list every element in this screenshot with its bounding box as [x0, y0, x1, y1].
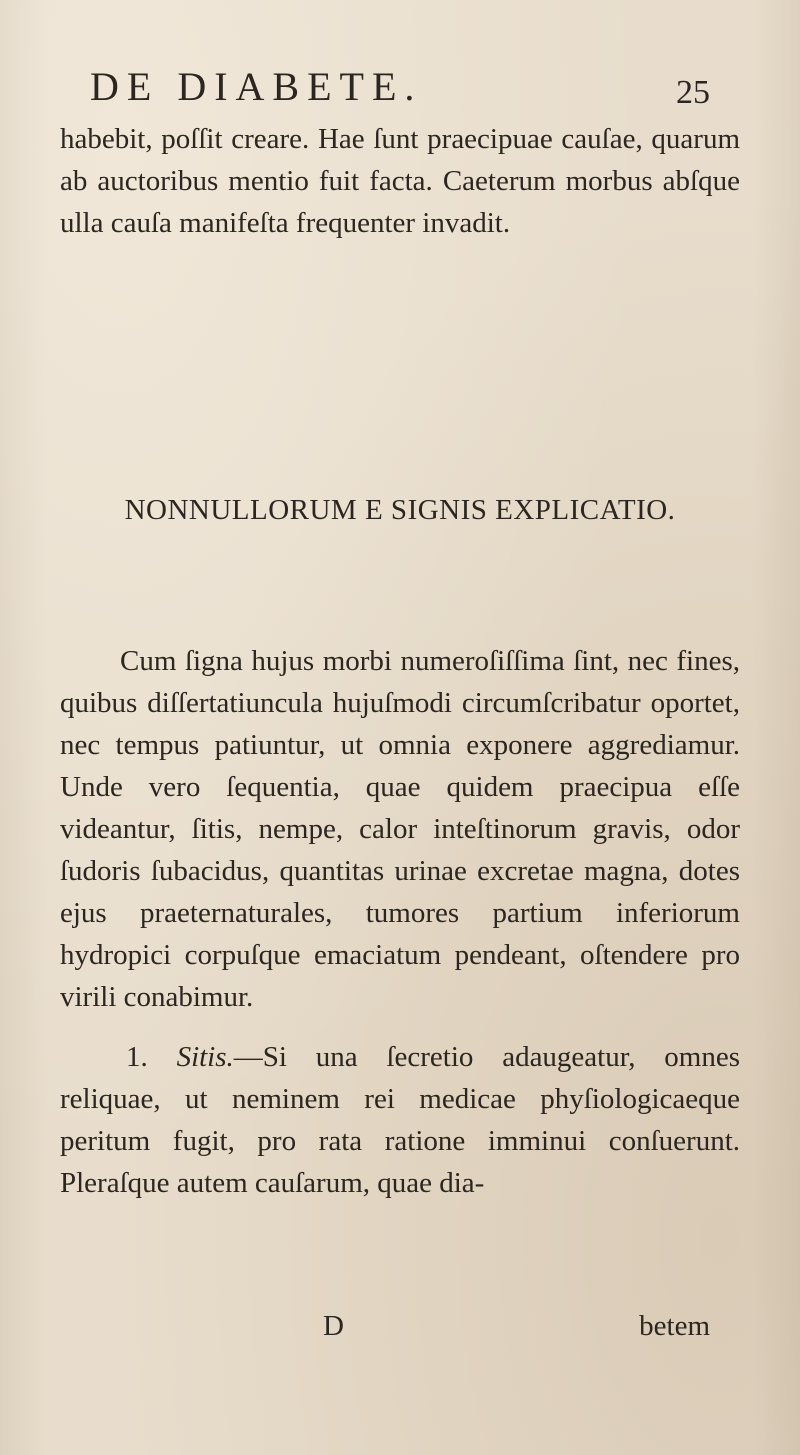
main-paragraph: Cum ſigna hujus morbi numeroſiſſima ſint, nec fines, quibus diſſertatiuncula hujuſmodi circumſcribatur oportet, nec tempus patiuntur, ut omnia exponere aggrediamur. Unde vero ſequentia, quae quidem praecipua eſſe videantur, ſitis, nempe, calor inteſtinorum gravis, odor ſudoris ſubacidus, quantitas urinae excretae magna, dotes ejus praeternaturales, tumores partium inferiorum hydropici corpuſque emaciatum pendeant, oſtendere pro virili conabimur. — [60, 645, 740, 1013]
sitis-label: Sitis. — [176, 1041, 234, 1073]
signature-mark: D — [323, 1310, 344, 1342]
catchword: betem — [639, 1310, 710, 1342]
sitis-text: —Si una ſecretio adaugeatur, omnes reliquae, ut neminem rei medicae phyſiologicaeque peritum fugit, pro rata ratione imminui conſuerunt. Pleraſque autem cauſarum, quae dia- — [60, 1041, 740, 1199]
intro-paragraph: habebit, poſſit creare. Hae ſunt praecipuae cauſae, quarum ab auctoribus mentio fuit facta. Caeterum morbus abſque ulla cauſa manifeſta frequenter invadit. — [60, 123, 740, 239]
section-heading: NONNULLORUM E SIGNIS EXPLICATIO. — [124, 494, 676, 526]
page-number: 25 — [676, 74, 710, 111]
item-number: 1. — [126, 1041, 148, 1073]
page-footer — [60, 1305, 740, 1347]
page-header — [90, 62, 710, 112]
sitis-paragraph — [60, 1036, 740, 1204]
running-title: DE DIABETE. — [90, 64, 423, 109]
